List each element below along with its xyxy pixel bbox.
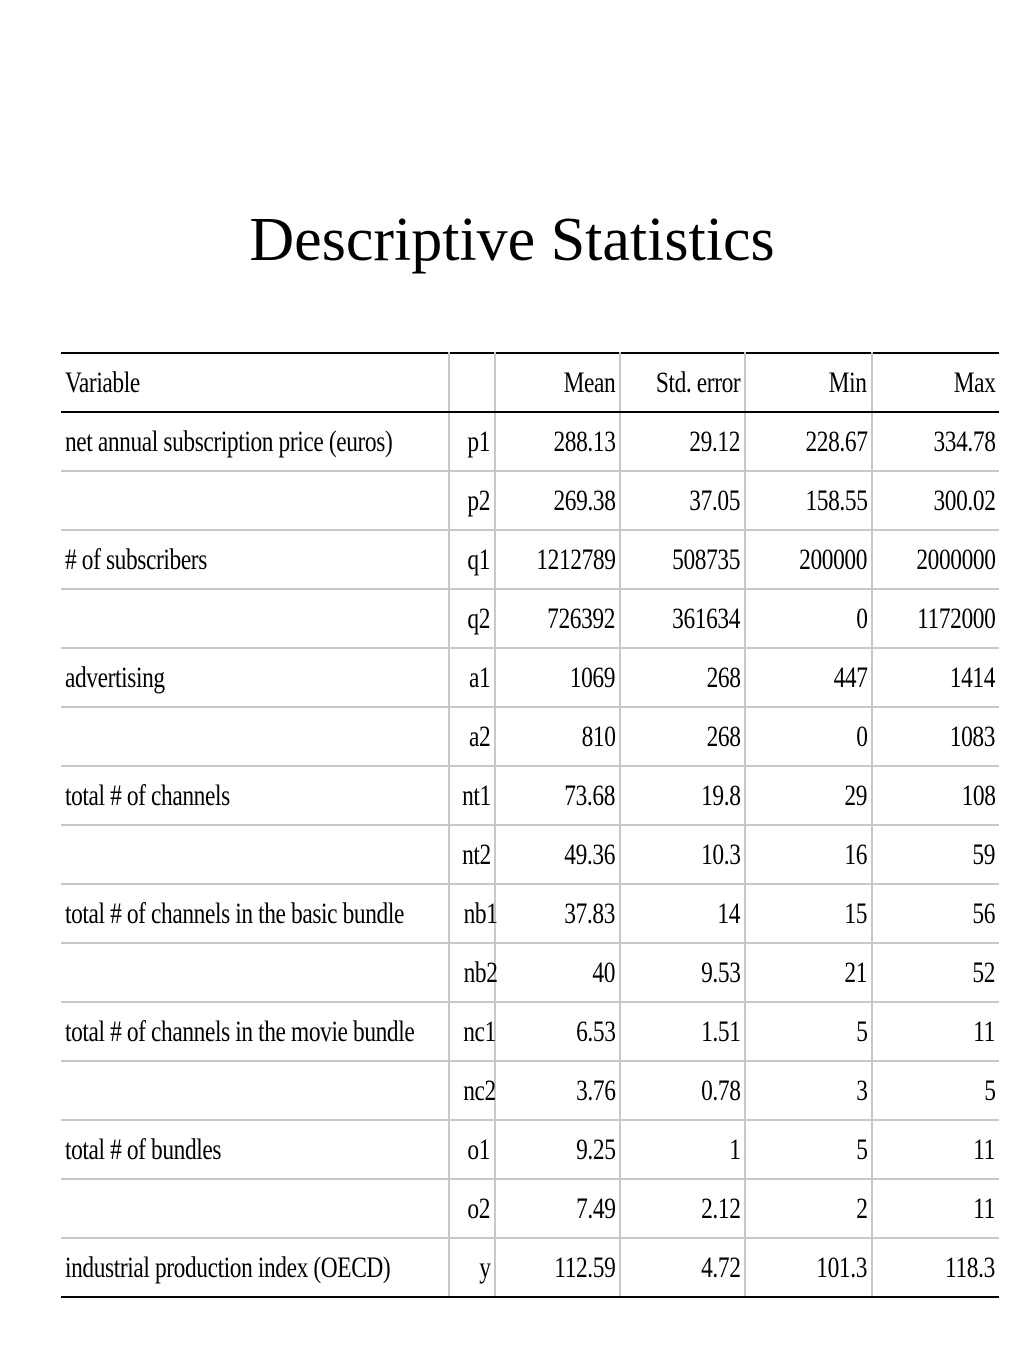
std-error-cell: 268	[620, 707, 745, 766]
variable-cell: net annual subscription price (euros)	[61, 412, 449, 471]
symbol-cell: p1	[449, 412, 495, 471]
std-error-cell: 37.05	[620, 471, 745, 530]
symbol-cell: y	[449, 1238, 495, 1297]
table-row	[61, 1061, 999, 1120]
mean-cell: 40	[495, 943, 620, 1002]
symbol-cell: o1	[449, 1120, 495, 1179]
mean-cell: 9.25	[495, 1120, 620, 1179]
symbol-cell: nt1	[449, 766, 495, 825]
mean-cell: 73.68	[495, 766, 620, 825]
variable-cell	[61, 1061, 449, 1120]
std-error-cell: 1.51	[620, 1002, 745, 1061]
mean-cell: 726392	[495, 589, 620, 648]
variable-cell	[61, 943, 449, 1002]
std-error-cell: 361634	[620, 589, 745, 648]
variable-cell	[61, 471, 449, 530]
variable-cell: total # of channels in the basic bundle	[61, 884, 449, 943]
std-error-cell: 4.72	[620, 1238, 745, 1297]
header-std-error: Std. error	[620, 353, 745, 412]
variable-cell: total # of channels in the movie bundle	[61, 1002, 449, 1061]
variable-cell	[61, 1179, 449, 1238]
mean-cell: 3.76	[495, 1061, 620, 1120]
min-cell: 101.3	[745, 1238, 872, 1297]
symbol-cell: nt2	[449, 825, 495, 884]
mean-cell: 112.59	[495, 1238, 620, 1297]
header-max: Max	[872, 353, 999, 412]
mean-cell: 7.49	[495, 1179, 620, 1238]
max-cell: 118.3	[872, 1238, 999, 1297]
table-header-row	[61, 353, 999, 412]
max-cell: 1414	[872, 648, 999, 707]
std-error-cell: 19.8	[620, 766, 745, 825]
header-min: Min	[745, 353, 872, 412]
min-cell: 16	[745, 825, 872, 884]
min-cell: 158.55	[745, 471, 872, 530]
symbol-cell: a2	[449, 707, 495, 766]
std-error-cell: 508735	[620, 530, 745, 589]
mean-cell: 1069	[495, 648, 620, 707]
max-cell: 52	[872, 943, 999, 1002]
max-cell: 11	[872, 1179, 999, 1238]
variable-cell	[61, 707, 449, 766]
min-cell: 15	[745, 884, 872, 943]
table-row	[61, 412, 999, 471]
header-variable: Variable	[61, 353, 449, 412]
mean-cell: 49.36	[495, 825, 620, 884]
std-error-cell: 268	[620, 648, 745, 707]
table-row	[61, 825, 999, 884]
table-row	[61, 648, 999, 707]
table-row	[61, 589, 999, 648]
min-cell: 2	[745, 1179, 872, 1238]
std-error-cell: 2.12	[620, 1179, 745, 1238]
std-error-cell: 1	[620, 1120, 745, 1179]
variable-cell: # of subscribers	[61, 530, 449, 589]
table-row	[61, 707, 999, 766]
table-row	[61, 1179, 999, 1238]
max-cell: 108	[872, 766, 999, 825]
max-cell: 5	[872, 1061, 999, 1120]
header-symbol	[449, 353, 495, 412]
max-cell: 1172000	[872, 589, 999, 648]
max-cell: 2000000	[872, 530, 999, 589]
min-cell: 21	[745, 943, 872, 1002]
mean-cell: 269.38	[495, 471, 620, 530]
table-row	[61, 884, 999, 943]
min-cell: 5	[745, 1120, 872, 1179]
variable-cell: advertising	[61, 648, 449, 707]
mean-cell: 288.13	[495, 412, 620, 471]
std-error-cell: 9.53	[620, 943, 745, 1002]
min-cell: 5	[745, 1002, 872, 1061]
table-row	[61, 471, 999, 530]
symbol-cell: nc1	[449, 1002, 495, 1061]
symbol-cell: nb1	[449, 884, 495, 943]
min-cell: 0	[745, 707, 872, 766]
min-cell: 3	[745, 1061, 872, 1120]
symbol-cell: nc2	[449, 1061, 495, 1120]
max-cell: 1083	[872, 707, 999, 766]
mean-cell: 6.53	[495, 1002, 620, 1061]
max-cell: 300.02	[872, 471, 999, 530]
variable-cell	[61, 589, 449, 648]
max-cell: 11	[872, 1002, 999, 1061]
std-error-cell: 14	[620, 884, 745, 943]
std-error-cell: 0.78	[620, 1061, 745, 1120]
page-title: Descriptive Statistics	[249, 206, 775, 274]
descriptive-statistics-table	[61, 352, 999, 1298]
min-cell: 200000	[745, 530, 872, 589]
symbol-cell: p2	[449, 471, 495, 530]
symbol-cell: a1	[449, 648, 495, 707]
symbol-cell: q1	[449, 530, 495, 589]
table-row	[61, 766, 999, 825]
max-cell: 334.78	[872, 412, 999, 471]
min-cell: 29	[745, 766, 872, 825]
variable-cell: total # of bundles	[61, 1120, 449, 1179]
variable-cell: total # of channels	[61, 766, 449, 825]
min-cell: 228.67	[745, 412, 872, 471]
table-row	[61, 1002, 999, 1061]
symbol-cell: o2	[449, 1179, 495, 1238]
mean-cell: 810	[495, 707, 620, 766]
mean-cell: 37.83	[495, 884, 620, 943]
min-cell: 0	[745, 589, 872, 648]
std-error-cell: 29.12	[620, 412, 745, 471]
mean-cell: 1212789	[495, 530, 620, 589]
max-cell: 56	[872, 884, 999, 943]
symbol-cell: q2	[449, 589, 495, 648]
table-row	[61, 1120, 999, 1179]
table-row	[61, 943, 999, 1002]
table-row	[61, 1238, 999, 1297]
variable-cell: industrial production index (OECD)	[61, 1238, 449, 1297]
header-mean: Mean	[495, 353, 620, 412]
std-error-cell: 10.3	[620, 825, 745, 884]
table-row	[61, 530, 999, 589]
min-cell: 447	[745, 648, 872, 707]
max-cell: 11	[872, 1120, 999, 1179]
symbol-cell: nb2	[449, 943, 495, 1002]
max-cell: 59	[872, 825, 999, 884]
variable-cell	[61, 825, 449, 884]
